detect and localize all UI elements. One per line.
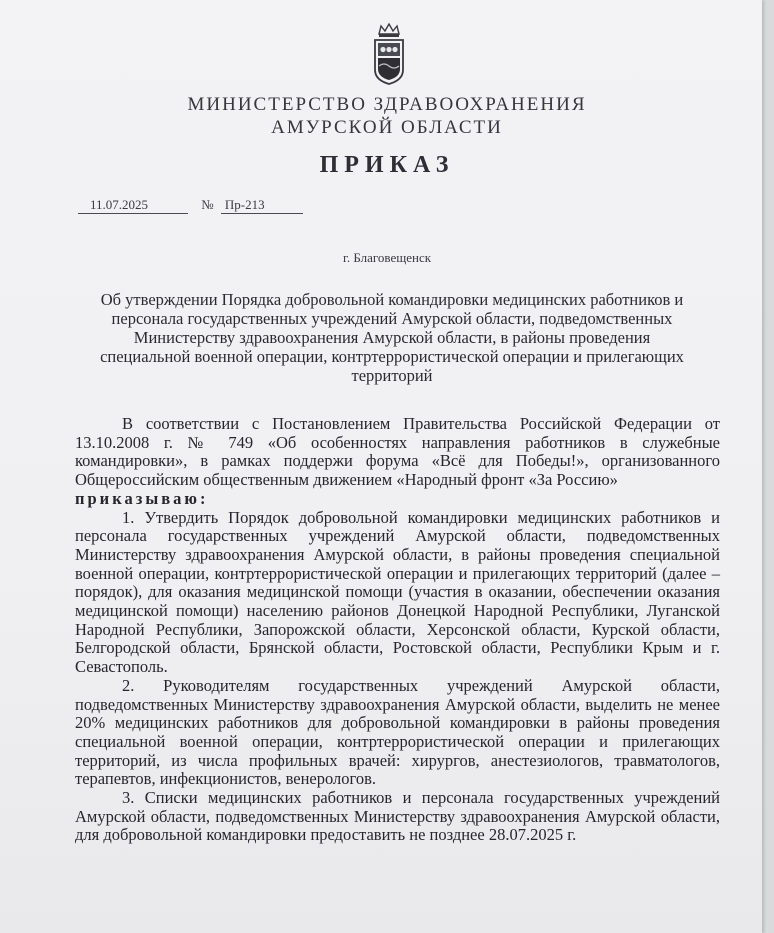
item-1-paragraph: 1. Утвердить Порядок добровольной командировки медицинских работников и персонала государственных учреждений Амурской области, подведомственных Министерству здравоохранения Амурской области, в районы проведения специальной военной операции, контртеррористической операции и прилегающих территорий (далее – порядок), для оказания медицинской помощи (участия в оказании, обеспечении оказания медицинской помощи) населению районов Донецкой Народной Республики, Луганской Народной Республики, Запорожской области, Херсонской области, Курской области, Белгородской области, Брянской области, Ростовской области, Республики Крым и г. Севастополь. (75, 507, 720, 677)
order-word (75, 490, 720, 509)
order-title: Об утверждении Порядка добровольной командировки медицинских работников и персонала государственных учреждений Амурской области, подведомственных Министерству здравоохранения Амурской области, в районы проведения специальной военной операции, контртеррористической операции и прилегающих территорий (100, 290, 684, 385)
ministry-name-line2: АМУРСКОЙ ОБЛАСТИ (271, 117, 503, 138)
preamble-paragraph: В соответствии с Постановлением Правительства Российской Федерации от 13.10.2008 г. № 749 «Об особенностях направления работников в служебные командировки», в рамках поддержи форума «Всё для Победы!», организованного Общероссийским общественным движением «Народный фронт «За Россию» (75, 414, 720, 490)
item-3-paragraph: 3. Списки медицинских работников и персонала государственных учреждений Амурской области, подведомственных Министерству здравоохранения Амурской области, для добровольной командировки предоставить не позднее 28.07.2025 г. (75, 788, 720, 845)
document-type-heading: ПРИКАЗ (319, 152, 455, 178)
number-sign: № (201, 197, 214, 212)
order-word-text: приказываю: (75, 488, 209, 508)
order-date: 11.07.2025 (78, 197, 188, 214)
city-name: г. Благовещенск (342, 250, 432, 265)
ministry-name-line1: МИНИСТЕРСТВО ЗДРАВООХРАНЕНИЯ (187, 94, 587, 115)
coat-of-arms-icon (371, 22, 407, 86)
order-number: Пр-213 (221, 197, 303, 214)
date-number-line (78, 197, 303, 214)
item-2-paragraph: 2. Руководителям государственных учреждений Амурской области, подведомственных Министерству здравоохранения Амурской области, выделить не менее 20% медицинских работников для добровольной командировки в районы проведения специальной военной операции, контртеррористической операции и прилегающих территорий, из числа профильных врачей: хирургов, анестезиологов, травматологов, терапевтов, инфекционистов, венерологов. (75, 675, 720, 789)
order-body (75, 415, 720, 845)
